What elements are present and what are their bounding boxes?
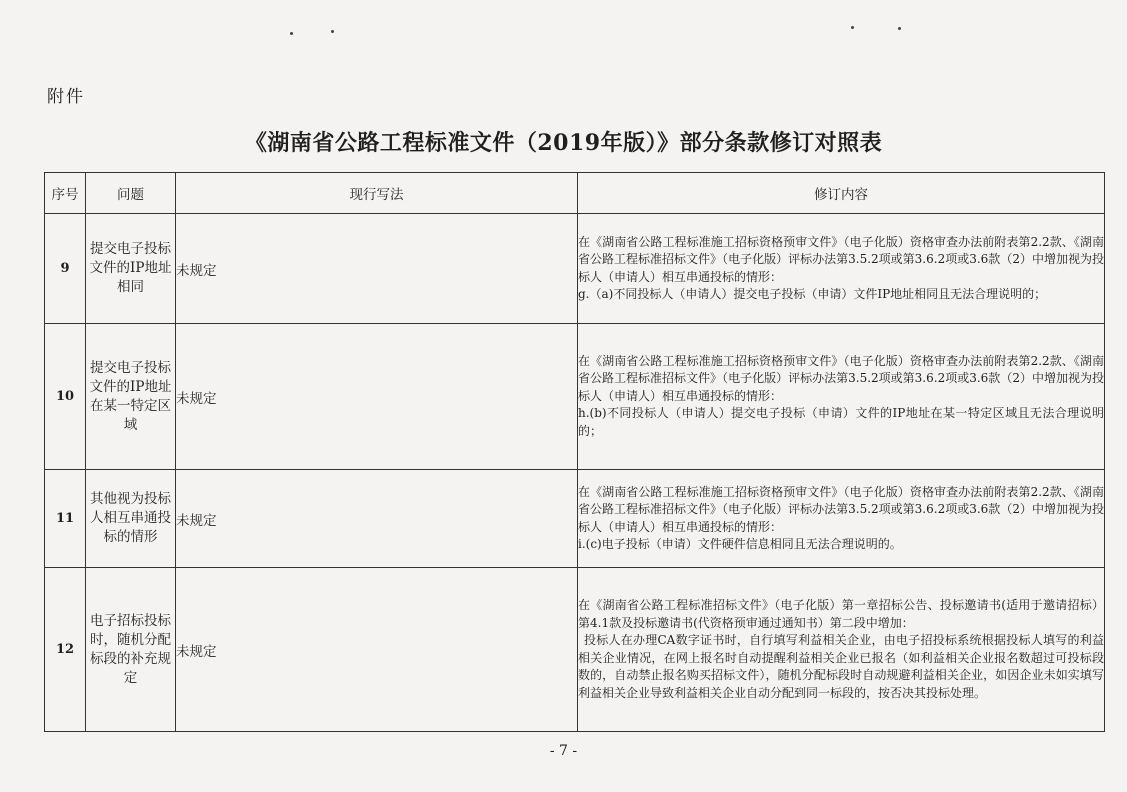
table-header-row — [45, 173, 1105, 214]
revision-paragraph: h.(b)不同投标人（申请人）提交电子投标（申请）文件的IP地址在某一特定区域且无法合理说明的； — [578, 406, 1104, 438]
header-seq: 序号 — [45, 173, 86, 214]
row-issue: 电子招标投标时，随机分配标段的补充规定 — [86, 568, 176, 732]
row-seq: 10 — [45, 324, 86, 470]
page-number: - 7 - — [549, 743, 578, 759]
scan-speck — [331, 30, 334, 33]
document-title: 《湖南省公路工程标准文件（2019年版）》部分条款修订对照表 — [244, 130, 883, 156]
header-revision: 修订内容 — [578, 173, 1105, 214]
revision-paragraph: 在《湖南省公路工程标准招标文件》（电子化版）第一章招标公告、投标邀请书(适用于邀请招标）第4.1款及投标邀请书(代资格预审通过通知书）第二段中增加： — [578, 598, 1104, 630]
attachment-label: 附件 — [47, 87, 85, 107]
scan-speck — [898, 27, 901, 30]
revision-paragraph: 投标人在办理CA数字证书时，自行填写利益相关企业，由电子招投标系统根据投标人填写的利益相关企业情况，在网上报名时自动提醒利益相关企业已报名（如利益相关企业报名数超过可投标段数的，自动禁止报名购买招标文件），随机分配标段时自动规避利益相关企业，如因企业未如实填写利益相关企业导致利益相关企业自动分配到同一标段的，按否决其投标处理。 — [578, 633, 1104, 700]
row-revision — [578, 568, 1105, 732]
revision-paragraph: g.（a)不同投标人（申请人）提交电子投标（申请）文件IP地址相同且无法合理说明的； — [578, 287, 1047, 301]
revision-paragraph: i.(c)电子投标（申请）文件硬件信息相同且无法合理说明的。 — [578, 537, 902, 551]
row-seq: 9 — [45, 214, 86, 324]
row-current: 未规定 — [176, 324, 578, 470]
row-issue: 提交电子投标文件的IP地址相同 — [86, 214, 176, 324]
table-row — [45, 214, 1105, 324]
scan-speck — [290, 32, 293, 35]
row-revision — [578, 470, 1105, 568]
table-row — [45, 470, 1105, 568]
row-seq: 12 — [45, 568, 86, 732]
row-seq: 11 — [45, 470, 86, 568]
row-current: 未规定 — [176, 470, 578, 568]
row-issue: 其他视为投标人相互串通投标的情形 — [86, 470, 176, 568]
revision-paragraph: 在《湖南省公路工程标准施工招标资格预审文件》（电子化版）资格审查办法前附表第2.2款、《湖南省公路工程标准招标文件》（电子化版）评标办法第3.5.2项或第3.6.2项或3.6款（2）中增加视为投标人（申请人）相互串通投标的情形： — [578, 234, 1104, 284]
revision-paragraph: 在《湖南省公路工程标准施工招标资格预审文件》（电子化版）资格审查办法前附表第2.2款、《湖南省公路工程标准招标文件》（电子化版）评标办法第3.5.2项或第3.6.2项或3.6款（2）中增加视为投标人（申请人）相互串通投标的情形： — [578, 484, 1104, 534]
row-issue: 提交电子投标文件的IP地址在某一特定区域 — [86, 324, 176, 470]
row-revision — [578, 214, 1105, 324]
header-current: 现行写法 — [176, 173, 578, 214]
table-row — [45, 568, 1105, 732]
header-issue: 问题 — [86, 173, 176, 214]
revision-table — [44, 172, 1105, 732]
row-revision — [578, 324, 1105, 470]
row-current: 未规定 — [176, 214, 578, 324]
scan-speck — [851, 26, 854, 29]
revision-paragraph: 在《湖南省公路工程标准施工招标资格预审文件》（电子化版）资格审查办法前附表第2.2款、《湖南省公路工程标准招标文件》（电子化版）评标办法第3.5.2项或第3.6.2项或3.6款（2）中增加视为投标人（申请人）相互串通投标的情形： — [578, 353, 1104, 403]
table-row — [45, 324, 1105, 470]
row-current: 未规定 — [176, 568, 578, 732]
